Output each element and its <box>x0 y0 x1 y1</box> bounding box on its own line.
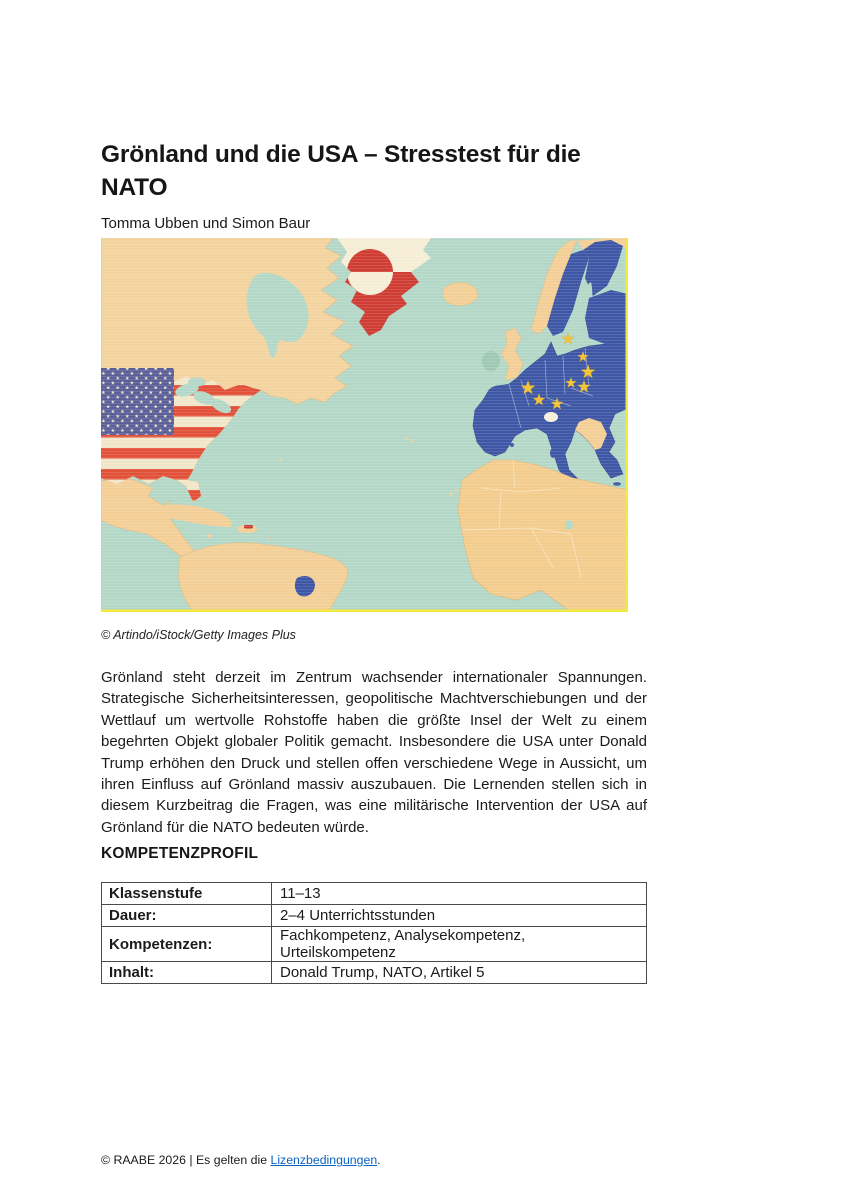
table-row <box>102 883 647 905</box>
kompetenzprofil-table <box>101 882 647 984</box>
table-row <box>102 962 647 984</box>
frame-right <box>626 238 629 612</box>
frame-bottom <box>101 610 628 613</box>
row-label: Dauer: <box>102 905 272 927</box>
license-link[interactable]: Lizenzbedingungen <box>270 1153 378 1168</box>
row-value: Fachkompetenz, Analysekompetenz, Urteilskompetenz <box>272 927 647 962</box>
north-atlantic-flags-map <box>101 238 628 612</box>
paper-texture <box>101 238 628 612</box>
row-label: Inhalt: <box>102 962 272 984</box>
row-label: Klassenstufe <box>102 883 272 905</box>
row-label: Kompetenzen: <box>102 927 272 962</box>
footer-period: . <box>377 1153 381 1168</box>
page-title: Grönland und die USA – Stresstest für die NATO <box>101 141 581 202</box>
map-illustration <box>101 238 628 612</box>
row-value: Donald Trump, NATO, Artikel 5 <box>272 962 647 984</box>
page-footer <box>101 1153 701 1167</box>
table-row <box>102 927 647 962</box>
table-row <box>102 905 647 927</box>
kompetenzprofil-heading: KOMPETENZPROFIL <box>101 844 259 862</box>
copyright-text: © RAABE 2026 | Es gelten die <box>101 1153 271 1168</box>
row-value: 2–4 Unterrichtsstunden <box>272 905 647 927</box>
intro-paragraph: Grönland steht derzeit im Zentrum wachsender internationaler Spannungen. Strategische Sicherheitsinteressen, geopolitische Machtverschiebungen und der Wettlauf um wertvolle Rohstoffe haben die größte Insel der Welt zu einem begehrten Objekt globaler Politik gemacht. Insbesondere die USA unter Donald Trump erhöhen den Druck und stellen offen verschiedene Wege in Aussicht, um ihren Einfluss auf Grönland massiv auszubauen. Die Lernenden stellen sich in diesem Kurzbeitrag die Fragen, was eine militärische Intervention der USA auf Grönland für die NATO bedeuten würde. <box>101 669 647 836</box>
row-value: 11–13 <box>272 883 647 905</box>
figure-caption: © Artindo/iStock/Getty Images Plus <box>101 627 296 642</box>
author-line: Tomma Ubben und Simon Baur <box>101 215 311 232</box>
